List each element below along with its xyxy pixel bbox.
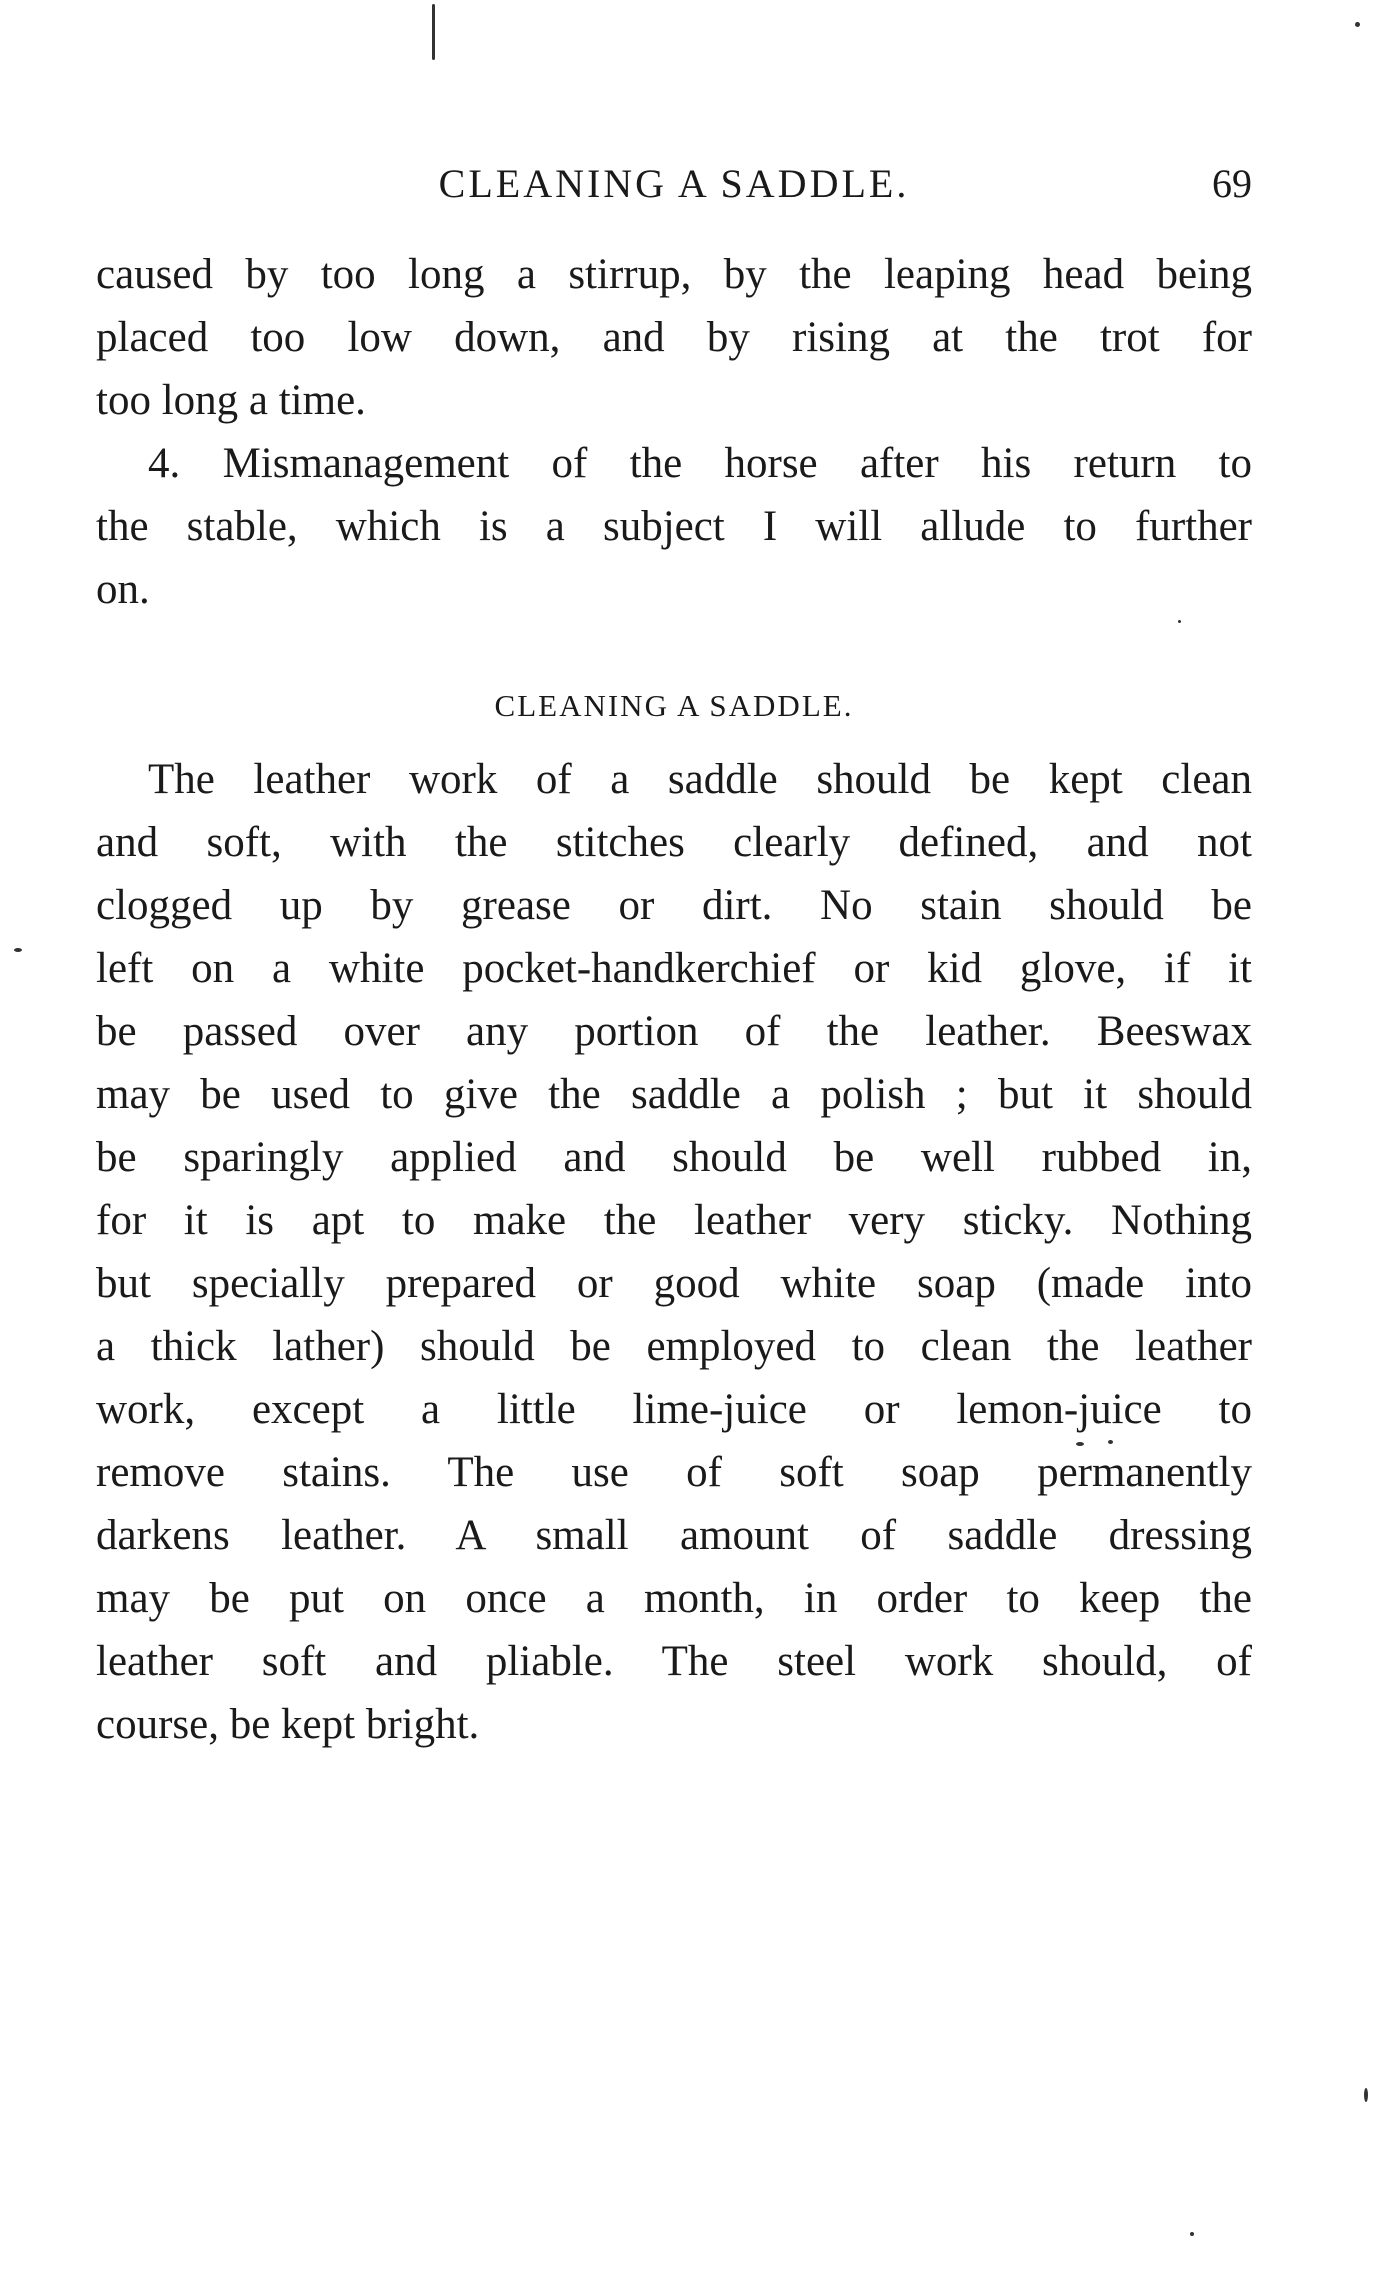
text-line: be sparingly applied and should be well rubbed in,: [96, 1134, 1252, 1181]
text-line: The leather work of a saddle should be kept clean: [148, 756, 1252, 803]
text-line: placed too low down, and by rising at the trot for: [96, 314, 1252, 361]
text-line: may be used to give the saddle a polish ; but it should: [96, 1071, 1252, 1118]
text-line: too long a time.: [96, 377, 366, 424]
scan-speck: [1355, 22, 1360, 27]
text-line: a thick lather) should be employed to clean the leather: [96, 1323, 1252, 1370]
continuation-paragraph: [96, 243, 1252, 432]
scan-mark: [432, 4, 435, 60]
body-paragraph: [96, 748, 1252, 1756]
text-line: course, be kept bright.: [96, 1701, 480, 1748]
text-line: work, except a little lime-juice or lemon-juice to: [96, 1386, 1252, 1433]
text-line: clogged up by grease or dirt. No stain should be: [96, 882, 1252, 929]
text-line: leather soft and pliable. The steel work should, of: [96, 1638, 1252, 1685]
text-line: darkens leather. A small amount of saddle dressing: [96, 1512, 1252, 1559]
text-line: 4. Mismanagement of the horse after his return to: [148, 440, 1252, 487]
text-line: remove stains. The use of soft soap permanently: [96, 1449, 1252, 1496]
text-line: for it is apt to make the leather very sticky. Nothing: [96, 1197, 1252, 1244]
text-line: left on a white pocket-handkerchief or kid glove, if it: [96, 945, 1252, 992]
scan-speck: [1190, 2232, 1194, 2236]
text-line: the stable, which is a subject I will allude to further: [96, 503, 1252, 550]
text-line: and soft, with the stitches clearly defined, and not: [96, 819, 1252, 866]
numbered-paragraph-4: [96, 432, 1252, 621]
scan-speck: [1364, 2088, 1368, 2102]
text-line: caused by too long a stirrup, by the leaping head being: [96, 251, 1252, 298]
scan-speck: [14, 948, 22, 952]
text-line: may be put on once a month, in order to keep the: [96, 1575, 1252, 1622]
page-number: 69: [1212, 161, 1252, 206]
text-line: on.: [96, 566, 150, 613]
running-head: [96, 160, 1252, 220]
section-heading: CLEANING A SADDLE.: [494, 688, 854, 723]
text-line: be passed over any portion of the leather. Beeswax: [96, 1008, 1252, 1055]
text-line: but specially prepared or good white soap (made into: [96, 1260, 1252, 1307]
running-head-title: CLEANING A SADDLE.: [438, 161, 910, 206]
